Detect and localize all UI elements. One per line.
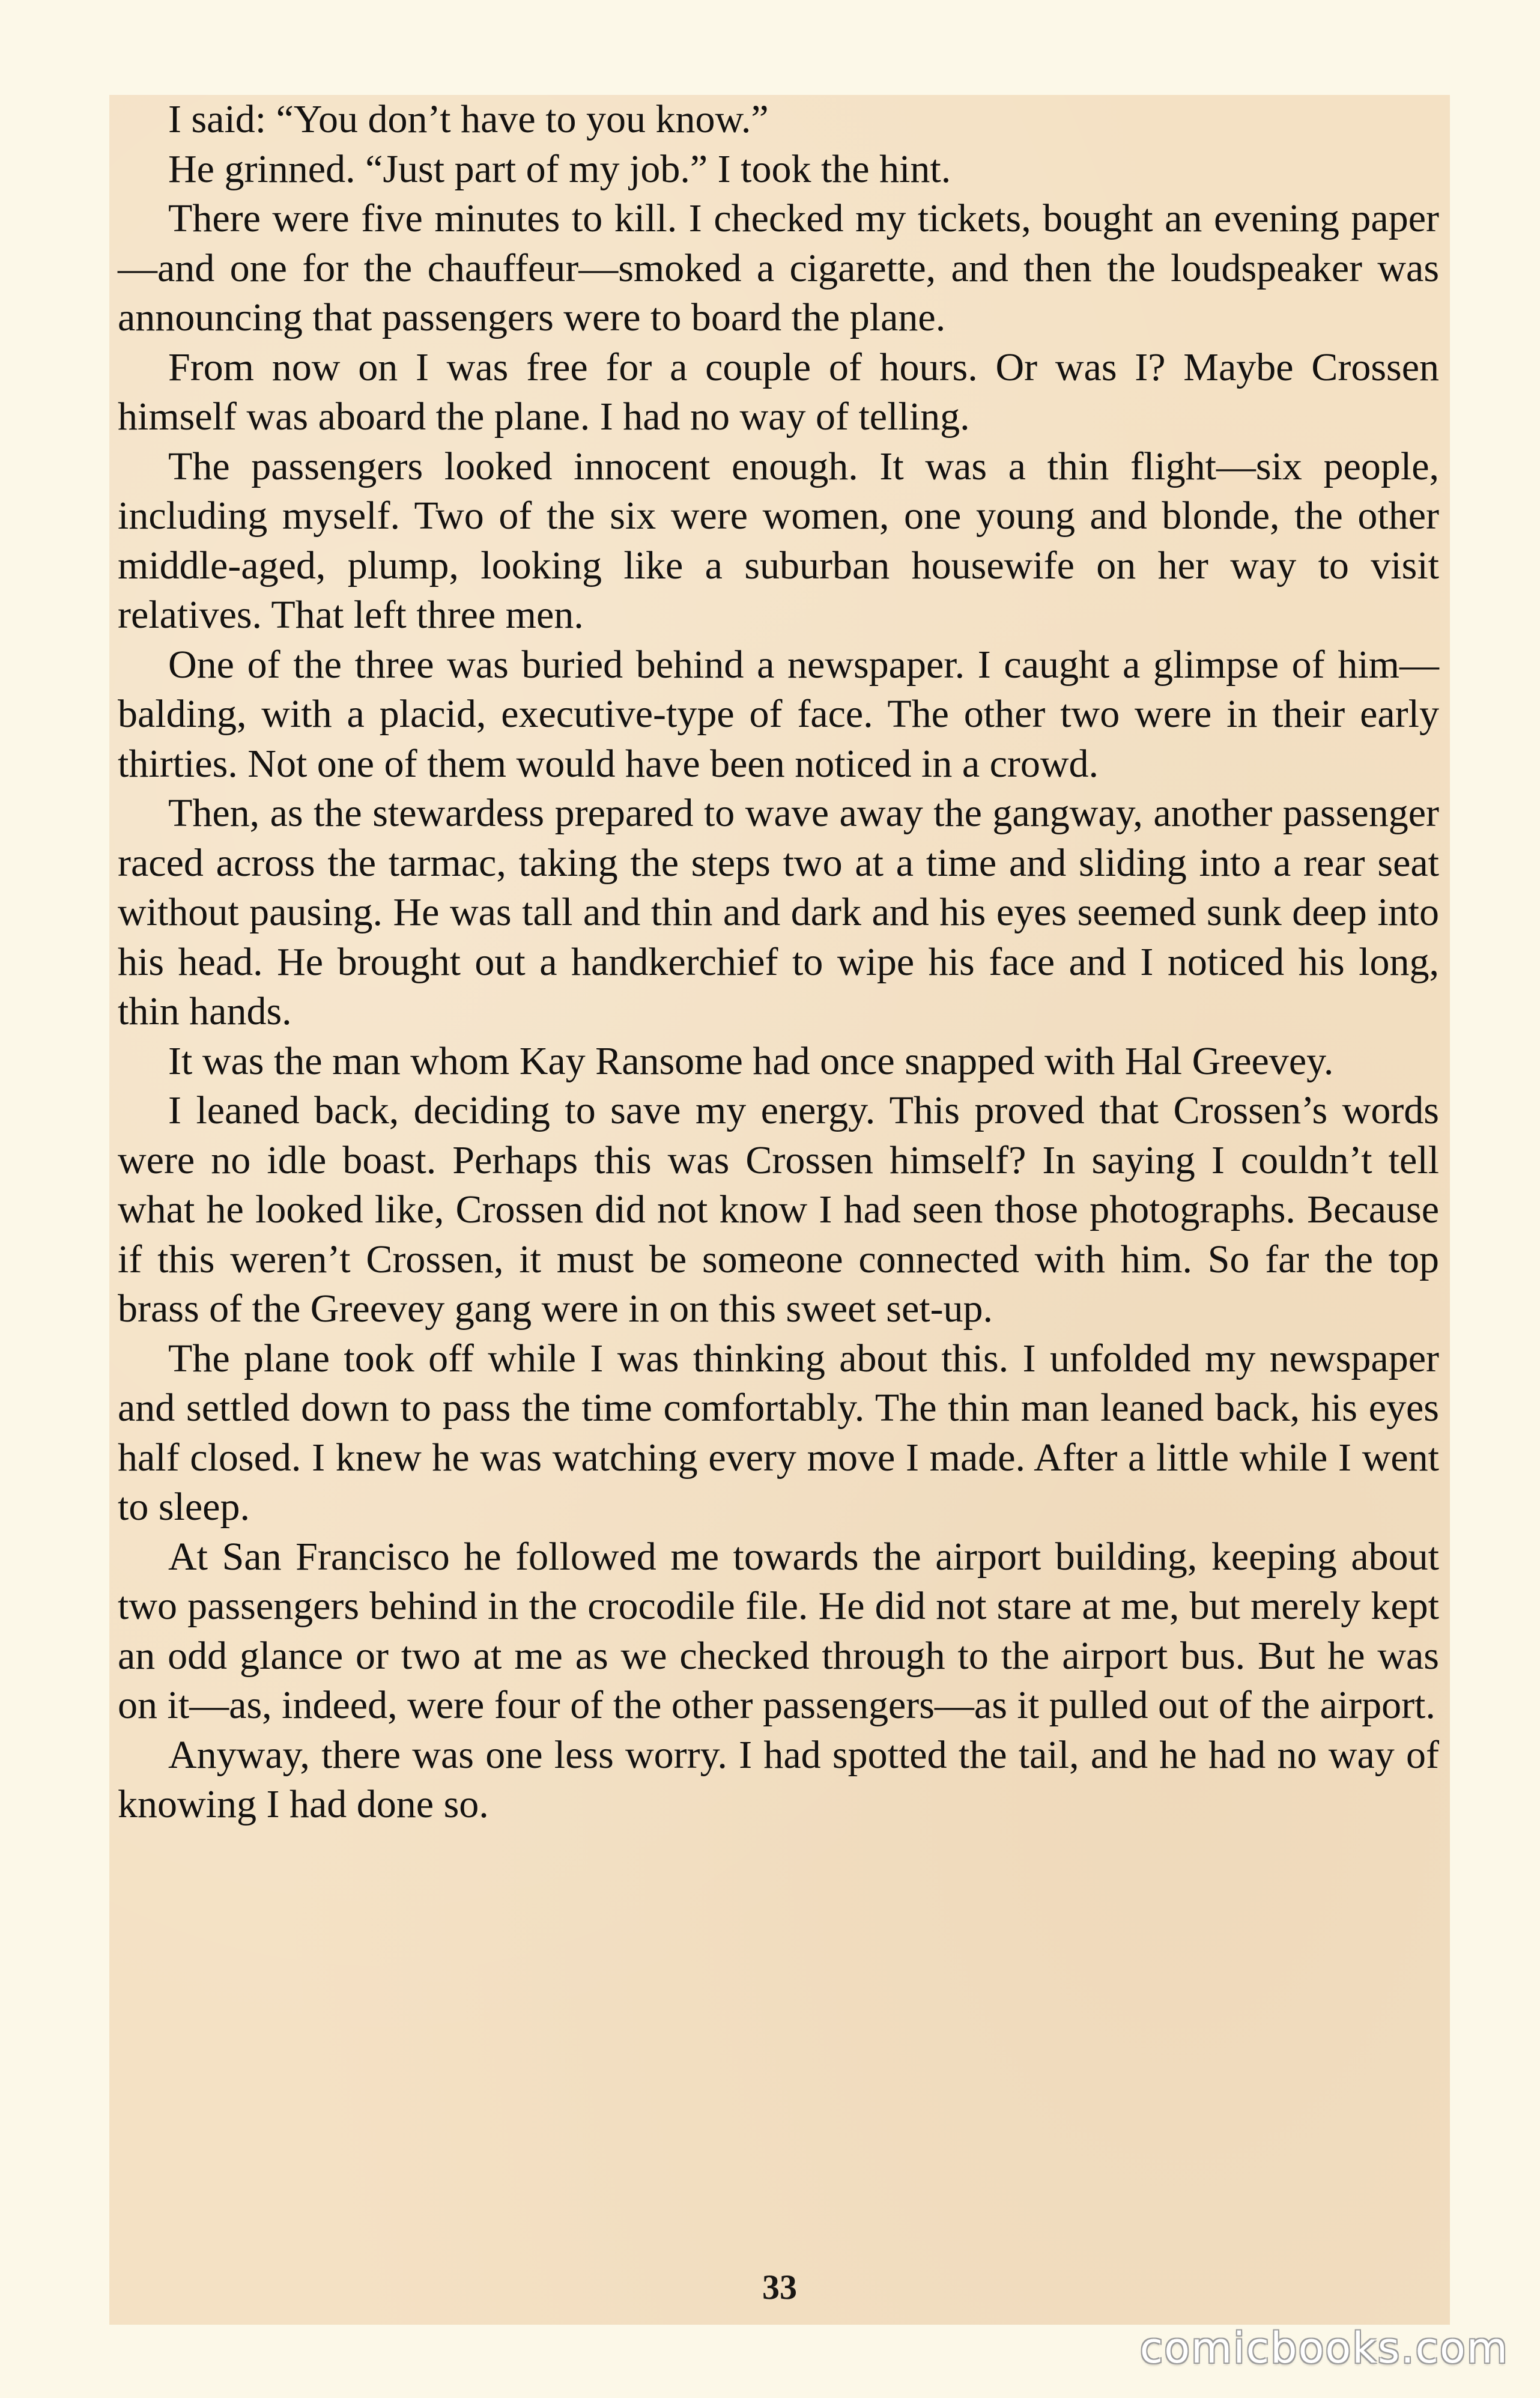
paragraph: Anyway, there was one less worry. I had spotted the tail, and he had no way of knowing I had done so. xyxy=(118,1732,1439,1826)
paragraph: The passengers looked innocent enough. It was a thin flight—six people, including myself. Two of the six were women, one young and blonde, the other middle-aged, plump, looking like a suburban housewife on her way to visit relatives. That left three men. xyxy=(118,444,1439,637)
paragraph: I said: “You don’t have to you know.” xyxy=(168,97,769,141)
paragraph: He grinned. “Just part of my job.” I took the hint. xyxy=(168,147,951,191)
page-number: 33 xyxy=(762,2268,797,2307)
paragraph: From now on I was free for a couple of hours. Or was I? Maybe Crossen himself was aboard the plane. I had no way of telling. xyxy=(118,345,1439,439)
watermark: comicbooks.com xyxy=(1139,2324,1509,2373)
paragraph: At San Francisco he followed me towards the airport building, keeping about two passengers behind in the crocodile file. He did not stare at me, but merely kept an odd glance or two at me as we checked through to the airport bus. But he was on it—as, indeed, were four of the other passengers—as it pulled out of the airport. xyxy=(118,1534,1439,1727)
paragraph: The plane took off while I was thinking about this. I unfolded my newspaper and settled down to pass the time comfortably. The thin man leaned back, his eyes half closed. I knew he was watching every move I made. After a little while I went to sleep. xyxy=(118,1336,1439,1529)
paragraph: There were five minutes to kill. I checked my tickets, bought an evening paper—and one for the chauffeur—smoked a cigarette, and then the loudspeaker was announcing that passengers were to board the plane. xyxy=(118,196,1439,339)
book-page xyxy=(109,95,1450,2325)
paragraph: I leaned back, deciding to save my energy. This proved that Crossen’s words were no idle boast. Perhaps this was Crossen himself? In saying I couldn’t tell what he looked like, Crossen did not know I had seen those photographs. Because if this weren’t Crossen, it must be someone connected with him. So far the top brass of the Greevey gang were in on this sweet set-up. xyxy=(118,1088,1439,1331)
paragraph: Then, as the stewardess prepared to wave away the gangway, another passenger raced across the tarmac, taking the steps two at a time and sliding into a rear seat without pausing. He was tall and thin and dark and his eyes seemed sunk deep into his head. He brought out a handkerchief to wipe his face and I noticed his long, thin hands. xyxy=(118,791,1439,1033)
body-text xyxy=(118,95,1439,1830)
paragraph: It was the man whom Kay Ransome had once snapped with Hal Greevey. xyxy=(168,1039,1334,1083)
paragraph: One of the three was buried behind a newspaper. I caught a glimpse of him—balding, with a placid, executive-type of face. The other two were in their early thirties. Not one of them would have been noticed in a crowd. xyxy=(118,642,1439,786)
